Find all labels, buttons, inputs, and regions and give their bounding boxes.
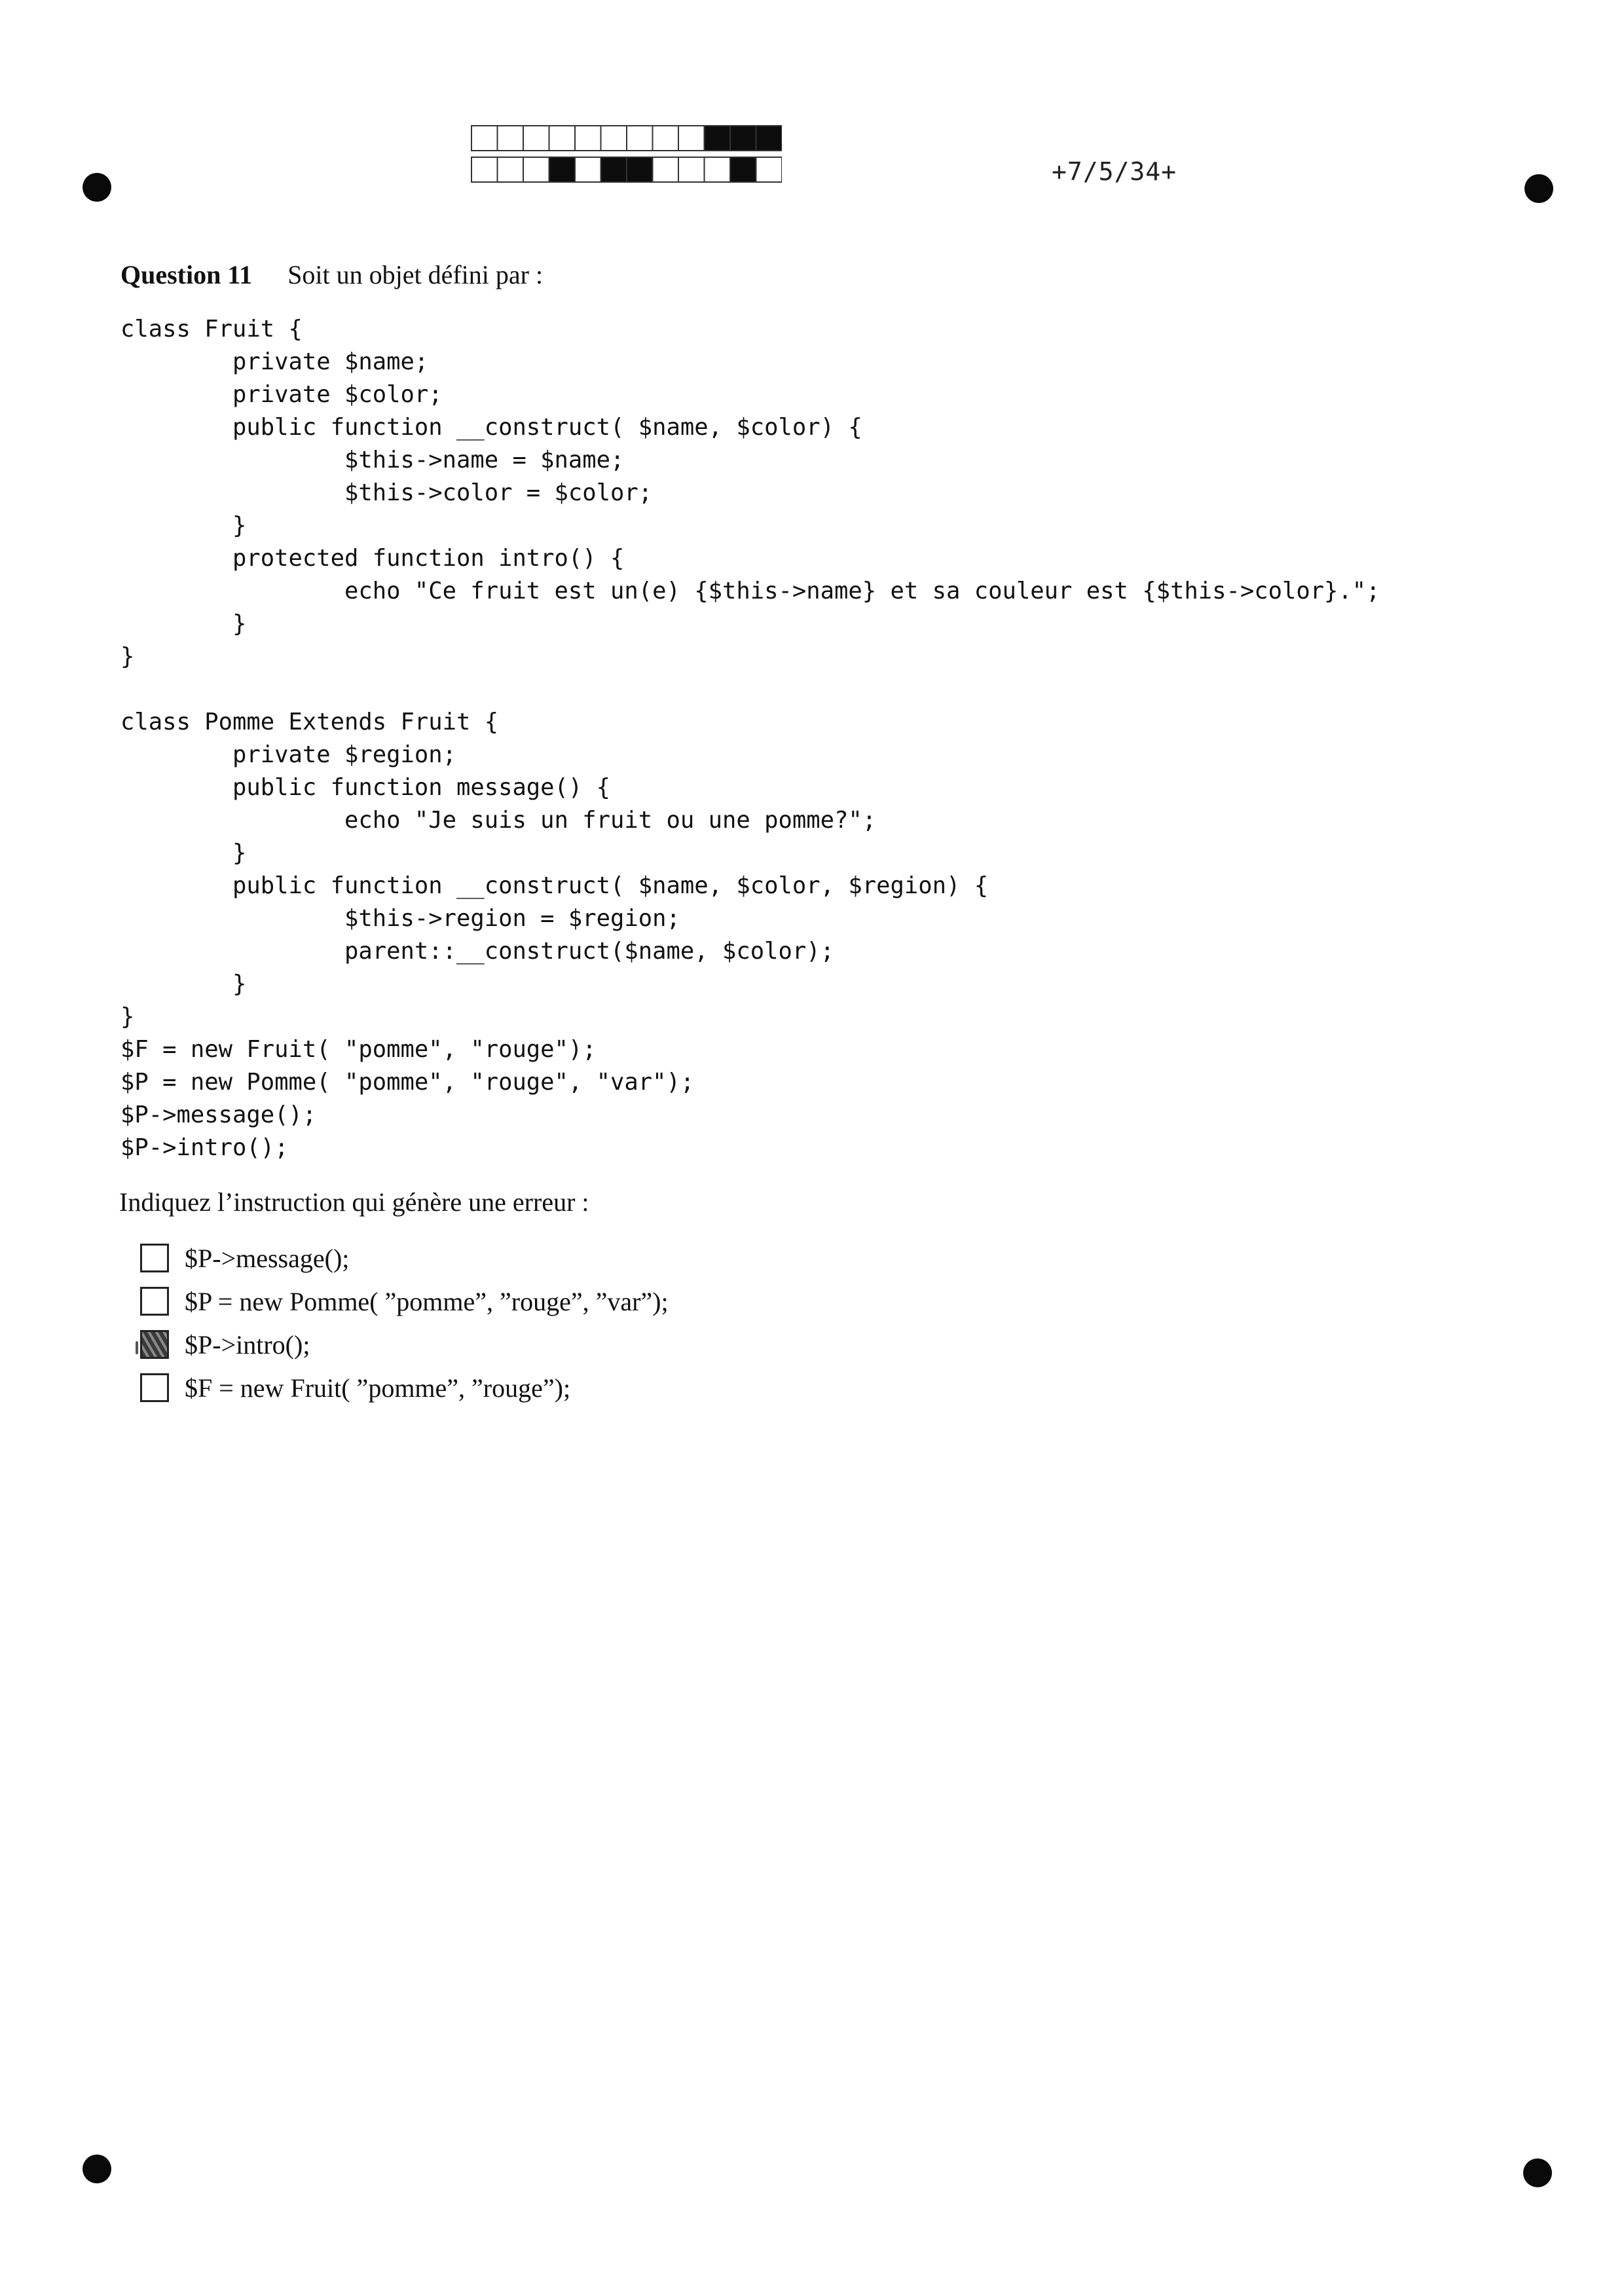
- answer-label: $P->message();: [185, 1243, 350, 1273]
- code-line: }: [120, 1003, 135, 1030]
- barcode-cell: [653, 157, 679, 182]
- barcode-cell: [653, 126, 679, 151]
- page-barcode: [470, 124, 782, 185]
- code-line: }: [120, 610, 247, 637]
- code-line: $P->intro();: [120, 1134, 289, 1161]
- barcode-cell: [627, 157, 653, 182]
- barcode-cell: [756, 126, 783, 151]
- answer-label: $P = new Pomme( ”pomme”, ”rouge”, ”var”);: [185, 1286, 669, 1316]
- answer-checkbox[interactable]: [140, 1373, 169, 1402]
- answer-checkbox[interactable]: [140, 1330, 169, 1359]
- code-listing: [120, 313, 1380, 1164]
- code-line: public function message() {: [120, 774, 611, 801]
- code-line: $this->region = $region;: [120, 905, 680, 932]
- code-line: $P = new Pomme( "pomme", "rouge", "var");: [120, 1069, 695, 1096]
- code-line: }: [120, 971, 247, 997]
- answer-checkbox[interactable]: [140, 1244, 169, 1272]
- barcode-cell: [705, 126, 731, 151]
- barcode-cell: [575, 157, 601, 182]
- barcode-cell: [523, 157, 549, 182]
- answer-option[interactable]: [140, 1366, 669, 1409]
- barcode-cell: [549, 157, 576, 182]
- barcode-cell: [471, 157, 498, 182]
- barcode-cell: [575, 126, 601, 151]
- code-line: private $name;: [120, 348, 429, 375]
- code-line: $F = new Fruit( "pomme", "rouge");: [120, 1036, 597, 1063]
- answer-checkbox[interactable]: [140, 1287, 169, 1316]
- pen-stroke-mark: [136, 1341, 138, 1354]
- code-line: class Pomme Extends Fruit {: [120, 709, 499, 735]
- code-line: private $color;: [120, 381, 443, 408]
- page-identifier: +7/5/34+: [1052, 157, 1177, 186]
- code-line: }: [120, 643, 135, 670]
- barcode-cell: [730, 126, 756, 151]
- code-line: $this->name = $name;: [120, 447, 625, 473]
- code-line: protected function intro() {: [120, 545, 625, 572]
- code-line: class Fruit {: [120, 316, 303, 343]
- code-line: $P->message();: [120, 1102, 317, 1128]
- code-line: public function __construct( $name, $color) {: [120, 414, 862, 441]
- corner-registration-mark: [83, 173, 111, 202]
- barcode-cell: [601, 126, 627, 151]
- barcode-cell: [705, 157, 731, 182]
- answer-option[interactable]: [140, 1323, 669, 1366]
- code-line: }: [120, 512, 247, 539]
- barcode-cell: [498, 157, 524, 182]
- barcode-cell: [601, 157, 627, 182]
- corner-registration-mark: [1523, 2158, 1552, 2187]
- corner-registration-mark: [83, 2155, 111, 2183]
- question-intro: Soit un objet défini par :: [287, 260, 544, 289]
- answer-list: [140, 1236, 669, 1409]
- code-line: [120, 673, 1380, 706]
- barcode-cell: [498, 126, 524, 151]
- barcode-cell: [678, 157, 705, 182]
- barcode-cell: [523, 126, 549, 151]
- code-line: parent::__construct($name, $color);: [120, 938, 835, 965]
- code-line: $this->color = $color;: [120, 479, 653, 506]
- question-prompt: Indiquez l’instruction qui génère une erreur :: [119, 1187, 589, 1217]
- answer-label: $F = new Fruit( ”pomme”, ”rouge”);: [185, 1373, 571, 1403]
- barcode-cell: [756, 157, 783, 182]
- barcode-cell: [627, 126, 653, 151]
- question-header: [120, 259, 543, 290]
- corner-registration-mark: [1524, 174, 1553, 203]
- barcode-cell: [678, 126, 705, 151]
- code-line: private $region;: [120, 741, 456, 768]
- barcode-cell: [549, 126, 576, 151]
- code-line: echo "Ce fruit est un(e) {$this->name} et sa couleur est {$this->color}.";: [120, 578, 1380, 604]
- code-line: }: [120, 840, 247, 866]
- code-line: echo "Je suis un fruit ou une pomme?";: [120, 807, 877, 834]
- barcode-cell: [730, 157, 756, 182]
- answer-option[interactable]: [140, 1280, 669, 1323]
- code-line: public function __construct( $name, $color, $region) {: [120, 872, 989, 899]
- barcode-cell: [471, 126, 498, 151]
- answer-option[interactable]: [140, 1236, 669, 1280]
- answer-label: $P->intro();: [185, 1329, 310, 1360]
- question-number: Question 11: [120, 260, 253, 289]
